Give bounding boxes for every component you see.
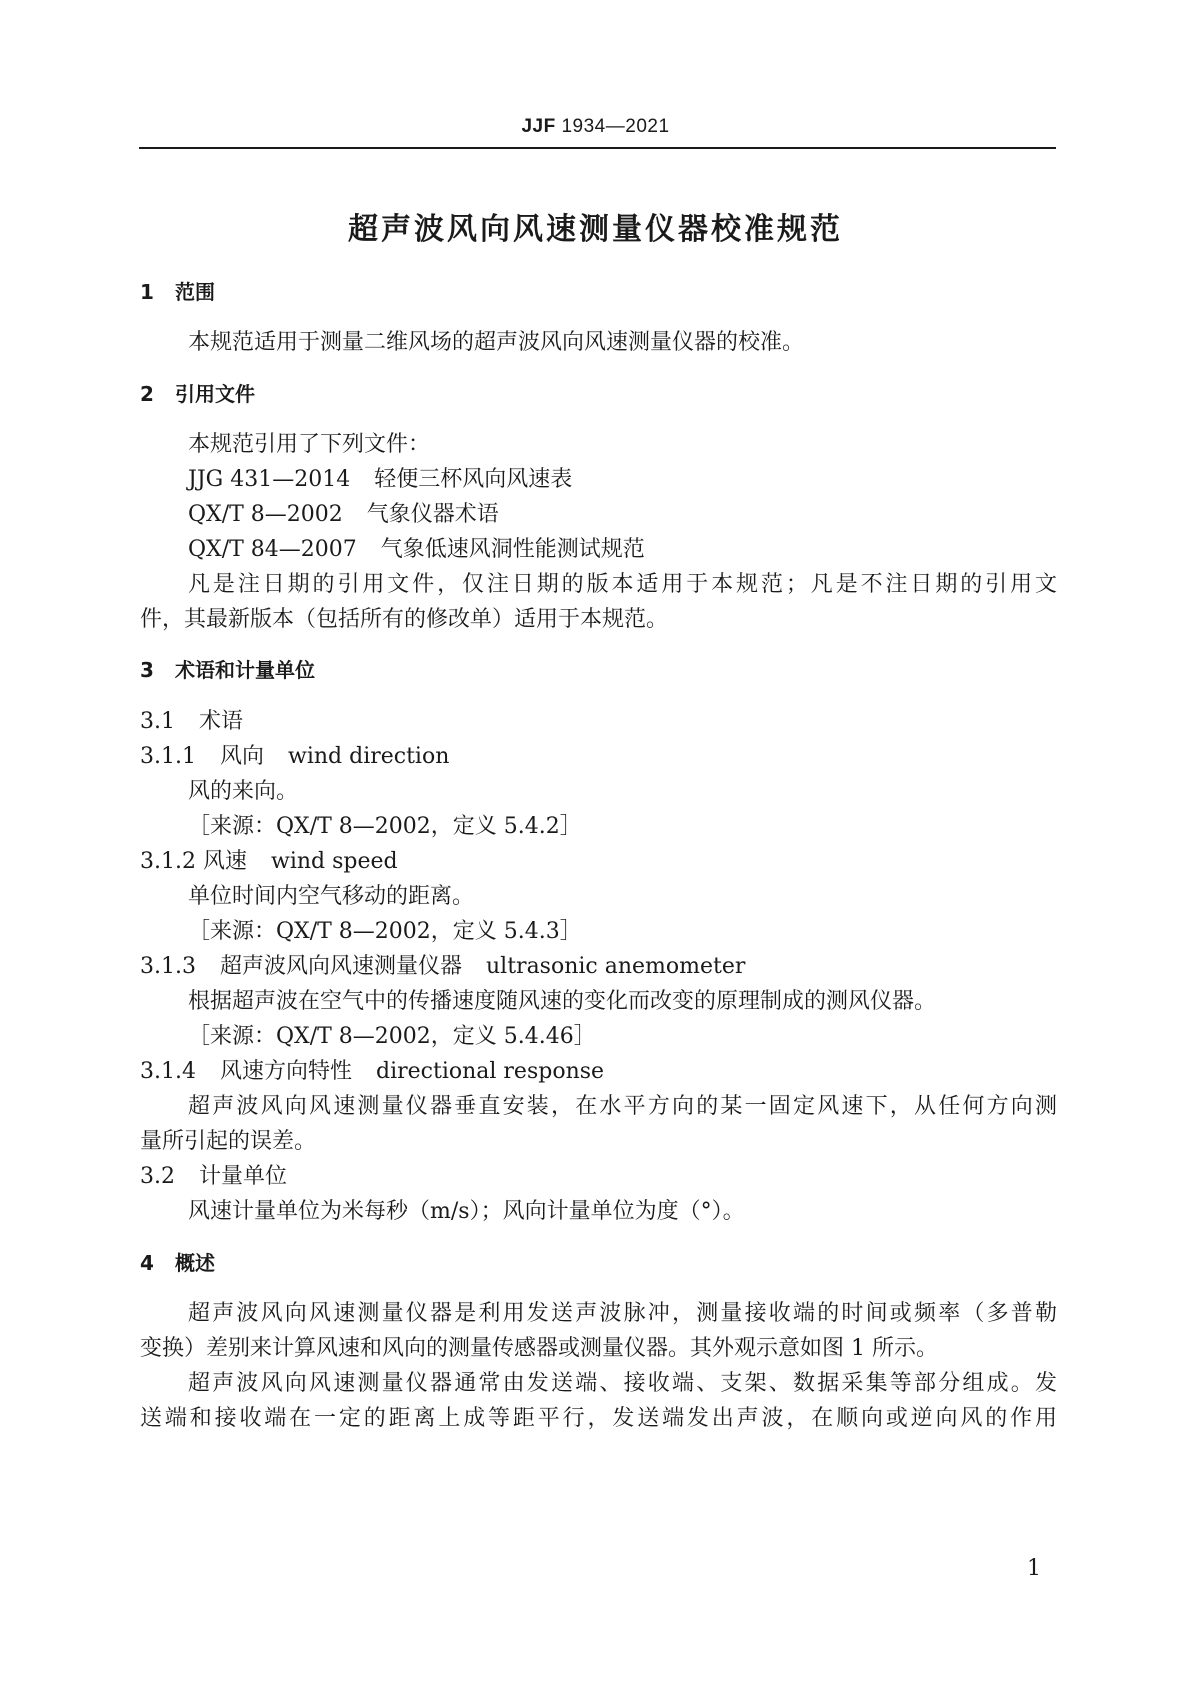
term-definition: 单位时间内空气移动的距离。 [188, 884, 475, 909]
term-number: 3.1.3 [140, 954, 196, 979]
subsection-title: 计量单位 [199, 1164, 288, 1189]
term-3-1-4-heading [140, 1056, 604, 1088]
term-chinese: 超声波风向风速测量仪器 [219, 954, 462, 979]
standard-code-prefix: JJF [521, 116, 556, 137]
term-source: ［来源：QX/T 8—2002，定义 5.4.46］ [188, 1024, 596, 1049]
subsection-3-2-heading [140, 1161, 287, 1193]
section-4-number: 4 [140, 1251, 154, 1275]
standard-code-header [0, 116, 1191, 138]
standard-code-number: 1934—2021 [561, 116, 670, 137]
section-2-note-line-2: 件，其最新版本（包括所有的修改单）适用于本规范。 [140, 607, 669, 632]
section-1-number: 1 [140, 280, 154, 304]
section-4-title: 概述 [175, 1251, 215, 1275]
term-number: 3.1.4 [140, 1059, 196, 1084]
section-1-text: 本规范适用于测量二维风场的超声波风向风速测量仪器的校准。 [188, 330, 805, 355]
term-3-1-2-heading [140, 846, 398, 878]
reference-item [188, 464, 572, 496]
reference-title: 气象仪器术语 [366, 502, 499, 527]
term-source: ［来源：QX/T 8—2002，定义 5.4.2］ [188, 814, 582, 839]
term-3-1-1-heading [140, 741, 449, 773]
term-english: ultrasonic anemometer [486, 954, 746, 979]
term-definition-line-2: 量所引起的误差。 [140, 1129, 317, 1154]
subsection-number: 3.1 [140, 709, 175, 734]
reference-item [188, 534, 645, 566]
section-1-title: 范围 [175, 280, 215, 304]
section-2-intro: 本规范引用了下列文件： [188, 432, 431, 457]
document-title: 超声波风向风速测量仪器校准规范 [348, 212, 843, 247]
term-number: 3.1.2 [140, 849, 196, 874]
section-2-title: 引用文件 [175, 382, 255, 406]
page-number: 1 [1027, 1556, 1041, 1581]
term-definition: 风的来向。 [188, 779, 299, 804]
section-4-para-2-line-2: 送端和接收端在一定的距离上成等距平行，发送端发出声波，在顺向或逆向风的作用 [140, 1406, 1057, 1431]
term-3-1-3-heading [140, 951, 745, 983]
subsection-3-1-heading [140, 706, 243, 738]
subsection-title: 术语 [199, 709, 244, 734]
term-english: directional response [376, 1059, 605, 1084]
term-definition-line-1: 超声波风向风速测量仪器垂直安装，在水平方向的某一固定风速下，从任何方向测 [188, 1094, 1057, 1119]
term-english: wind direction [288, 744, 450, 769]
term-chinese: 风速方向特性 [219, 1059, 352, 1084]
section-3-title: 术语和计量单位 [175, 658, 315, 682]
reference-code: JJG 431—2014 [188, 467, 351, 492]
term-definition: 根据超声波在空气中的传播速度随风速的变化而改变的原理制成的测风仪器。 [188, 989, 937, 1014]
reference-code: QX/T 8—2002 [188, 502, 343, 527]
reference-title: 轻便三杯风向风速表 [374, 467, 573, 492]
term-english: wind speed [271, 849, 398, 874]
reference-code: QX/T 84—2007 [188, 537, 357, 562]
section-3-heading [140, 654, 315, 686]
section-2-number: 2 [140, 382, 154, 406]
term-chinese: 风向 [219, 744, 264, 769]
section-4-para-1-line-2: 变换）差别来计算风速和风向的测量传感器或测量仪器。其外观示意如图 1 所示。 [140, 1336, 938, 1361]
section-4-heading [140, 1247, 215, 1279]
subsection-3-2-text: 风速计量单位为米每秒（m/s）；风向计量单位为度（°）。 [188, 1199, 745, 1224]
section-2-heading [140, 378, 255, 410]
section-3-number: 3 [140, 658, 154, 682]
reference-item [188, 499, 499, 531]
section-4-para-2-line-1: 超声波风向风速测量仪器通常由发送端、接收端、支架、数据采集等部分组成。发 [188, 1371, 1057, 1396]
section-1-heading [140, 276, 215, 308]
term-chinese: 风速 [202, 849, 247, 874]
section-4-para-1-line-1: 超声波风向风速测量仪器是利用发送声波脉冲，测量接收端的时间或频率（多普勒 [188, 1301, 1057, 1326]
subsection-number: 3.2 [140, 1164, 175, 1189]
section-2-note-line-1: 凡是注日期的引用文件，仅注日期的版本适用于本规范；凡是不注日期的引用文 [188, 572, 1057, 597]
reference-title: 气象低速风洞性能测试规范 [380, 537, 645, 562]
term-source: ［来源：QX/T 8—2002，定义 5.4.3］ [188, 919, 582, 944]
header-rule [139, 147, 1056, 149]
term-number: 3.1.1 [140, 744, 196, 769]
